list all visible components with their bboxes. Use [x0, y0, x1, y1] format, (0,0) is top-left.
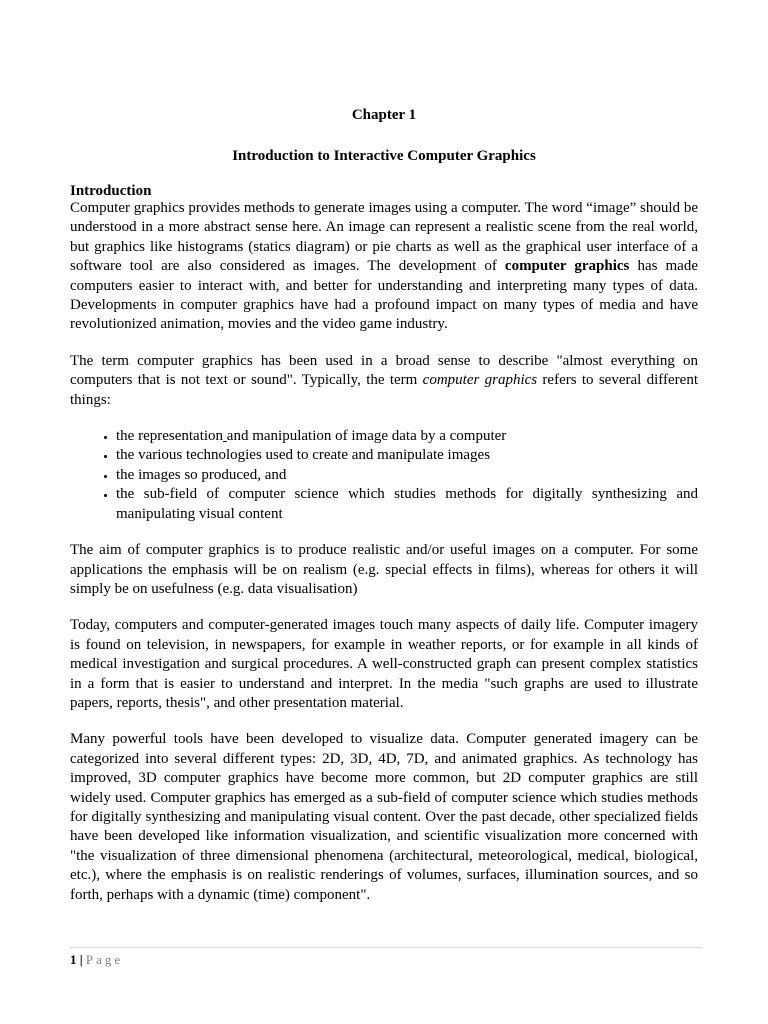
- paragraph-2-text-b: refers to several different things:: [70, 372, 698, 408]
- page-number: 1: [70, 952, 77, 967]
- list-item-text-cont: and manipulation of image data by a computer: [226, 428, 507, 445]
- chapter-title: Introduction to Interactive Computer Graphics: [232, 148, 536, 164]
- paragraph-5: Many powerful tools have been developed to visualize data. Computer generated imagery can be categorized into several different types: 2D, 3D, 4D, 7D, and animated graphics. As technology has improved, 3D computer graphics have become more common, but 2D computer graphics are still widely used. Computer graphics has emerged as a sub-field of computer science which studies methods for digitally synthesizing and manipulating visual content. Over the past decade, other specialized fields have been developed like information visualization, and scientific visualization more concerned with "the visualization of three dimensional phenomena (architectural, meteorological, medical, biological, etc.), where the emphasis is on realistic renderings of volumes, surfaces, illumination sources, and so forth, perhaps with a dynamic (time) component".: [70, 731, 698, 903]
- footer-separator: |: [76, 952, 86, 967]
- paragraph-2-text-a: The term computer graphics has been used in a broad sense to describe "almost everything on computers that is not text or sound". Typically, the term: [70, 352, 698, 389]
- list-item: [116, 446, 698, 465]
- section-heading: Introduction: [70, 183, 152, 199]
- paragraph-1-text-a: Computer graphics provides methods to generate images using a computer. The word “image” should be understood in a more abstract sense here. An image can represent a realistic scene from the real world, but graphics like histograms (statics diagram) or pie charts as well as the graphical user interface of a software tool are also considered as images. The development of: [70, 200, 698, 275]
- list-item-text: the representation: [116, 428, 224, 445]
- paragraph-3: The aim of computer graphics is to produce realistic and/or useful images on a computer. For some applications the emphasis will be on realism (e.g. special effects in films), whereas for others it will simply be on usefulness (e.g. data visualisation): [70, 542, 698, 597]
- page-content: [70, 104, 698, 905]
- paragraph-1: [70, 199, 698, 335]
- bullet-list: [70, 427, 698, 524]
- paragraph-4: Today, computers and computer-generated images touch many aspects of daily life. Computer imagery is found on television, in newspapers, for example in weather reports, or for example in all kinds of medical investigation and surgical procedures. A well-constructed graph can present complex statistics in a form that is easier to understand and interpret. In the media "such graphs are used to illustrate papers, reports, thesis", and other presentation material.: [70, 617, 698, 711]
- list-item: [116, 427, 698, 446]
- page-footer: [70, 947, 702, 968]
- page-label: Page: [85, 952, 124, 967]
- paragraph-1-bold: computer graphics: [504, 258, 630, 275]
- chapter-label: Chapter 1: [351, 107, 417, 123]
- paragraph-2-italic: computer graphics: [422, 372, 538, 389]
- paragraph-2: [70, 352, 698, 410]
- list-item-text: the images so produced, and: [116, 466, 287, 483]
- list-item-text: the sub-field of computer science which studies methods for digitally synthesizing and manipulating visual content: [116, 486, 698, 522]
- list-item: [116, 466, 698, 485]
- list-item-text: the various technologies used to create and manipulate images: [116, 447, 491, 464]
- list-item: [116, 485, 698, 524]
- paragraph-1-text-b: has made computers easier to interact with, and better for understanding and interpreting many types of data. Developments in computer graphics have had a profound impact on many types of media and have revolutionized animation, movies and the video game industry.: [70, 258, 698, 333]
